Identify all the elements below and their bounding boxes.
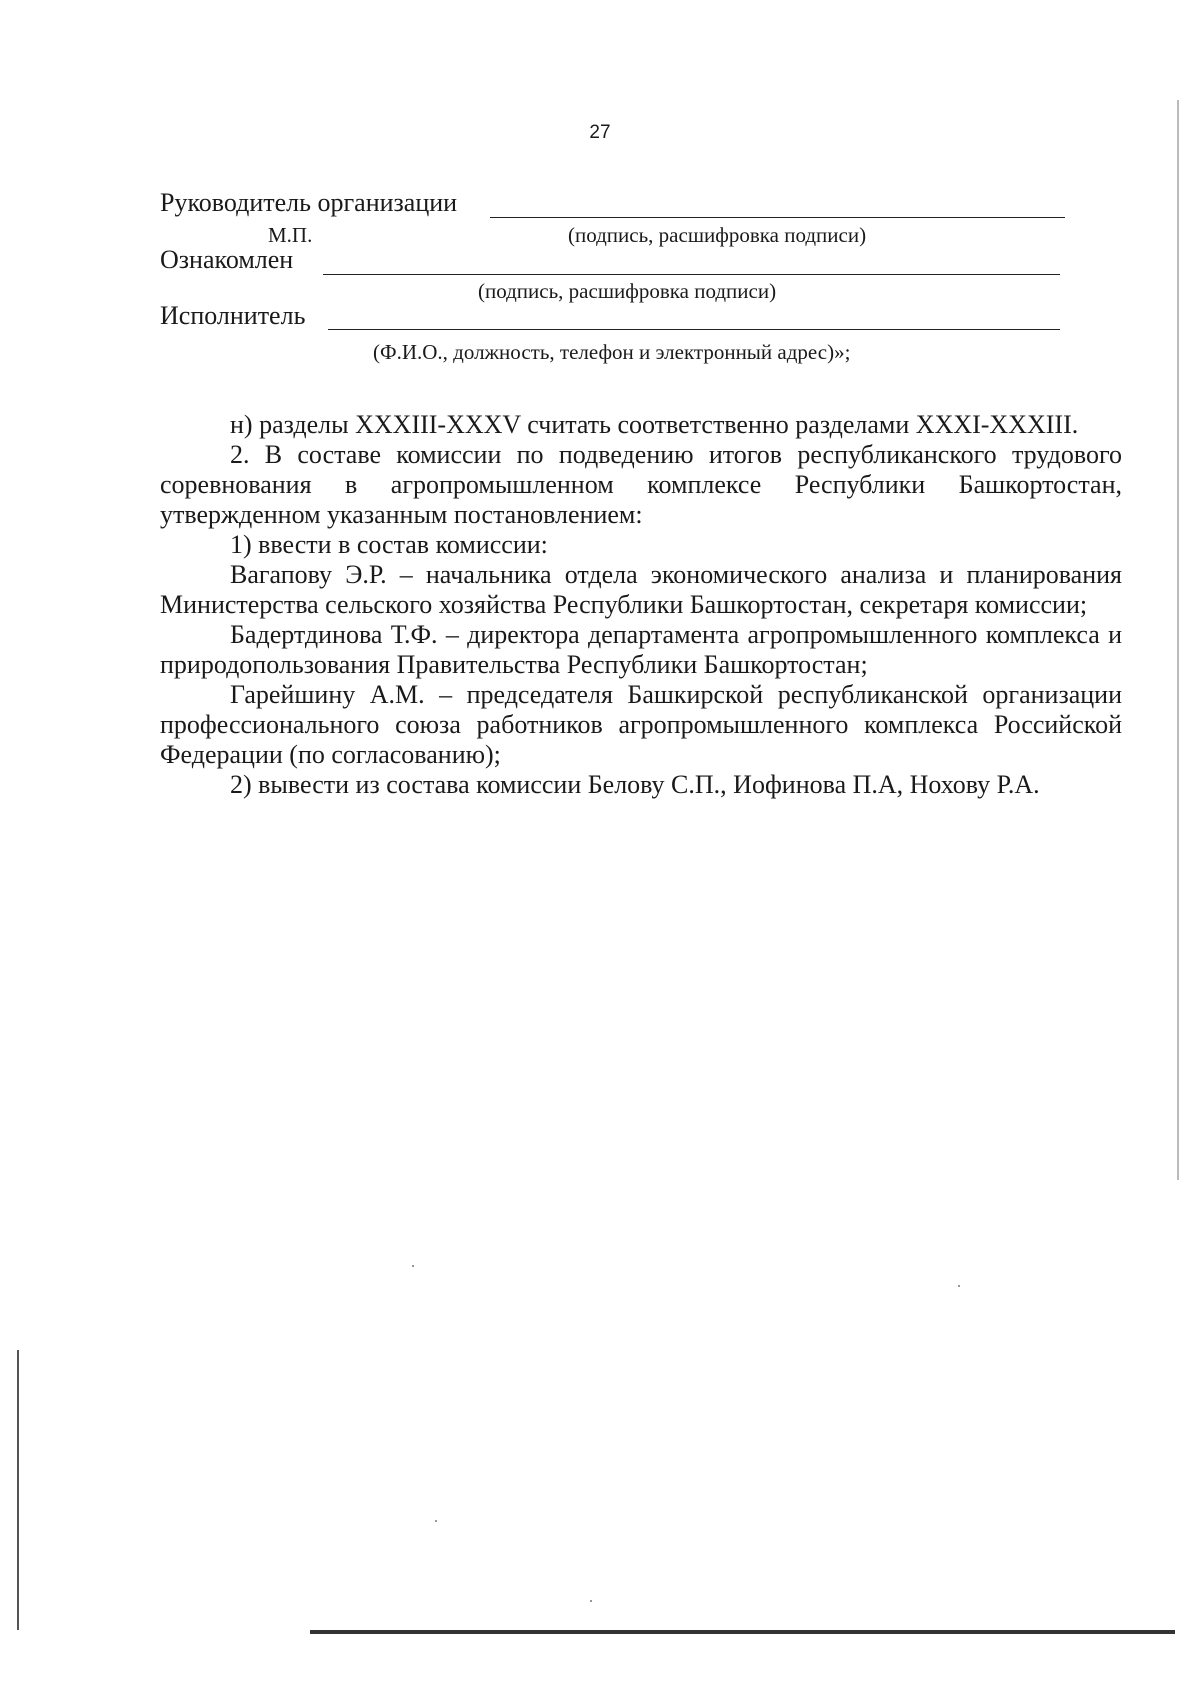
paragraph-member-vagapova: Вагапову Э.Р. – начальника отдела экономического анализа и планирования Министерства сельского хозяйства Республики Башкортостан, секретаря комиссии; — [160, 560, 1122, 619]
scan-speck — [435, 1520, 437, 1522]
seal-label: М.П. — [268, 223, 313, 247]
scan-speck — [412, 1265, 414, 1267]
paragraph-commission: 2. В составе комиссии по подведению итогов республиканского трудового соревнования в агропромышленном комплексе Республики Башкортостан, утвержденном указанным постановлением: — [160, 440, 1122, 529]
paragraph-sections: н) разделы XXXIII-XXXV считать соответственно разделами XXXI-XXXIII. — [230, 410, 1079, 439]
acquainted-caption: (подпись, расшифровка подписи) — [478, 279, 777, 303]
page-number: 27 — [589, 122, 611, 143]
executor-signature-line — [328, 329, 1060, 330]
head-caption: (подпись, расшифровка подписи) — [568, 223, 867, 247]
acquainted-label: Ознакомлен — [160, 245, 294, 274]
scan-edge-right — [1177, 100, 1179, 1180]
scan-speck — [958, 1285, 960, 1287]
executor-label: Исполнитель — [160, 301, 306, 330]
scan-speck — [590, 1600, 592, 1602]
scan-edge-bottom — [310, 1630, 1175, 1634]
paragraph-remove-members: 2) вывести из состава комиссии Белову С.П., Иофинова П.А, Нохову Р.А. — [230, 770, 1040, 799]
executor-caption: (Ф.И.О., должность, телефон и электронный адрес)»; — [373, 340, 851, 364]
scan-edge-left — [17, 1350, 19, 1630]
paragraph-member-badertdinov: Бадертдинова Т.Ф. – директора департамента агропромышленного комплекса и природопользования Правительства Республики Башкортостан; — [160, 620, 1122, 679]
resolution-text — [160, 410, 1122, 800]
head-signature-line — [490, 217, 1065, 218]
acquainted-signature-line — [323, 274, 1060, 275]
head-label: Руководитель организации — [160, 188, 458, 217]
paragraph-member-gareyshina: Гарейшину А.М. – председателя Башкирской республиканской организации профессионального союза работников агропромышленного комплекса Российской Федерации (по согласованию); — [160, 680, 1122, 769]
paragraph-add-members: 1) ввести в состав комиссии: — [230, 530, 548, 559]
